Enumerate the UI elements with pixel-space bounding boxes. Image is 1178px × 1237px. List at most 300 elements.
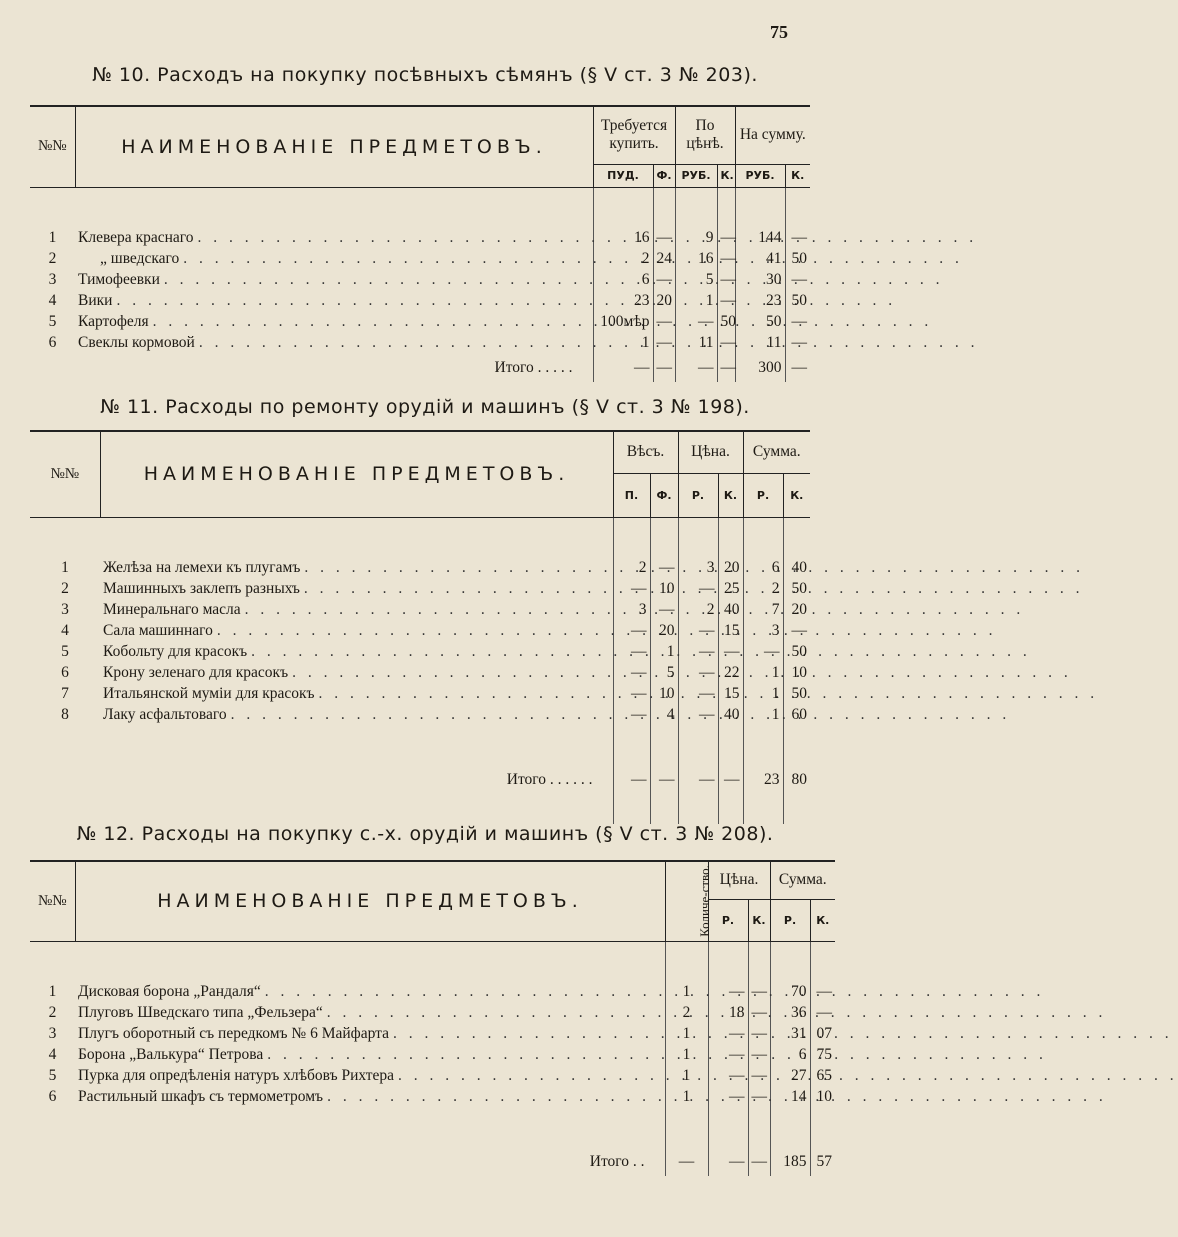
table-cell — [718, 794, 743, 824]
table-cell: 75 — [816, 1046, 833, 1063]
table-cell: 5 — [48, 1067, 57, 1084]
table-cell: 23 — [735, 291, 785, 312]
table-cell: 11 — [675, 333, 717, 354]
header-f: Ф. — [650, 473, 678, 517]
table-cell: 22 — [718, 663, 743, 684]
table-cell — [75, 291, 593, 312]
table-cell: — — [791, 271, 808, 288]
item-name: Лаку асфальтоваго — [103, 706, 227, 723]
table-cell: Итого . . — [75, 1148, 665, 1176]
table-cell — [785, 187, 810, 228]
table-cell: — — [718, 766, 743, 794]
table-cell: — — [650, 600, 678, 621]
table-cell: 300 — [735, 354, 785, 382]
table-cell: 1 — [665, 1087, 708, 1108]
item-name: Клевера краснаго — [78, 229, 194, 246]
header-required: Требуется купить. — [593, 106, 675, 164]
table-cell — [75, 1003, 665, 1024]
table-cell: 27 — [770, 1066, 810, 1087]
table-cell — [100, 726, 613, 766]
table-cell: 9 — [675, 228, 717, 249]
table-cell: 70 — [770, 982, 810, 1003]
table-cell — [100, 621, 613, 642]
table-cell — [613, 794, 650, 824]
table-cell: 50 — [791, 292, 808, 309]
table-cell: — — [678, 579, 718, 600]
table-cell: — — [653, 333, 675, 354]
item-name: Вики — [78, 292, 113, 309]
header-price: Цѣна. — [678, 431, 743, 473]
table-row — [30, 684, 810, 705]
item-name: Желѣза на лемехи къ плугамъ — [103, 559, 301, 576]
header-k-sum: К. — [783, 473, 810, 517]
table-cell — [718, 726, 743, 766]
table-cell — [75, 1087, 665, 1108]
table-cell: 31 — [770, 1024, 810, 1045]
table-cell: 6 — [593, 270, 653, 291]
table-cell: — — [593, 354, 653, 382]
item-name: Тимофеевки — [78, 271, 160, 288]
table-cell: — — [650, 558, 678, 579]
table-cell: 80 — [791, 770, 808, 788]
table-cell — [678, 794, 718, 824]
table-cell: 6 — [48, 1088, 57, 1105]
table-cell — [613, 726, 650, 766]
table-cell: — — [748, 1066, 770, 1087]
table-cell: 100мѣр — [593, 312, 653, 333]
table-cell — [748, 1108, 770, 1148]
table-cell: 1 — [743, 705, 783, 726]
header-sum: Сумма. — [770, 861, 835, 899]
table-cell — [735, 187, 785, 228]
table-cell — [678, 517, 718, 558]
table-cell: 10 — [650, 579, 678, 600]
table-cell: — — [816, 1004, 833, 1021]
table-cell — [770, 941, 810, 982]
table-cell: 2 — [678, 600, 718, 621]
table-cell: — — [717, 333, 735, 354]
table-row — [30, 1024, 835, 1045]
table-cell: — — [678, 684, 718, 705]
table-cell — [708, 941, 748, 982]
table-cell: 2 — [61, 580, 69, 597]
table-cell: — — [791, 358, 808, 376]
item-name: Итальянской мумiи для красокъ — [103, 685, 315, 702]
table-cell: 1 — [665, 1045, 708, 1066]
table-cell: 3 — [678, 558, 718, 579]
table-cell: — — [613, 621, 650, 642]
table-cell: 24 — [653, 249, 675, 270]
header-p: П. — [613, 473, 650, 517]
table-cell — [75, 1108, 665, 1148]
table-cell: — — [708, 1148, 748, 1176]
table-cell: 10 — [791, 664, 808, 681]
table-cell: 8 — [61, 706, 69, 723]
table-cell: — — [748, 1003, 770, 1024]
table-cell: 57 — [816, 1152, 833, 1170]
table-cell: 50 — [791, 685, 808, 702]
table-cell: — — [717, 270, 735, 291]
table-cell — [810, 1108, 835, 1148]
table-cell: 1 — [665, 982, 708, 1003]
table-cell — [75, 1045, 665, 1066]
item-name: Плугъ оборотный съ передкомъ № 6 Майфарта — [78, 1025, 389, 1042]
table-cell: 5 — [48, 313, 57, 330]
header-sum: Сумма. — [743, 431, 810, 473]
table-cell: 65 — [816, 1067, 833, 1084]
table-cell: — — [748, 982, 770, 1003]
table-cell: — — [791, 622, 808, 639]
table-cell: 1 — [665, 1024, 708, 1045]
table-row — [30, 249, 810, 270]
header-price: По цѣнѣ. — [675, 106, 735, 164]
table-cell: 20 — [653, 291, 675, 312]
table-cell: — — [613, 705, 650, 726]
table-cell: 6 — [61, 664, 69, 681]
table-cell: — — [717, 228, 735, 249]
header-f: Ф. — [653, 164, 675, 187]
table-cell: 6 — [770, 1045, 810, 1066]
table-cell: 20 — [650, 621, 678, 642]
table-cell — [678, 726, 718, 766]
table-cell: — — [708, 1066, 748, 1087]
table-cell: — — [613, 579, 650, 600]
table-cell: 18 — [708, 1003, 748, 1024]
table-row — [30, 1003, 835, 1024]
header-sum: На сумму. — [735, 106, 810, 164]
table-cell: — — [816, 983, 833, 1000]
table-cell: — — [678, 621, 718, 642]
table-row — [30, 312, 810, 333]
table-cell: 1 — [650, 642, 678, 663]
table-cell — [30, 354, 75, 382]
table11-title: № 11. Расходы по ремонту орудій и машинъ (§ V ст. 3 № 198). — [100, 396, 750, 418]
table-cell — [665, 941, 708, 982]
table-cell: — — [675, 312, 717, 333]
table-cell: — — [743, 642, 783, 663]
table-row — [30, 333, 810, 354]
table-cell: 7 — [743, 600, 783, 621]
table11 — [30, 430, 810, 824]
table-cell: 4 — [48, 1046, 57, 1063]
table-cell: 5 — [675, 270, 717, 291]
table-cell — [75, 270, 593, 291]
header-weight: Вѣсъ. — [613, 431, 678, 473]
table-cell: 1 — [593, 333, 653, 354]
table-cell: 16 — [675, 249, 717, 270]
table-cell: — — [708, 1045, 748, 1066]
table-cell: — — [653, 228, 675, 249]
table-cell: — — [678, 766, 718, 794]
table-cell: — — [748, 1024, 770, 1045]
item-name: „ шведскаго — [100, 250, 180, 267]
table-cell: 1 — [743, 663, 783, 684]
header-r-sum: Р. — [770, 899, 810, 941]
table-cell: 10 — [650, 684, 678, 705]
table-cell: 3 — [61, 601, 69, 618]
table-cell — [30, 941, 75, 982]
table-cell: — — [748, 1045, 770, 1066]
header-k: К. — [717, 164, 735, 187]
table-cell: Итого . . . . . . — [100, 766, 613, 794]
table-cell: 3 — [48, 271, 57, 288]
table-cell: 2 — [613, 558, 650, 579]
table-cell: — — [678, 663, 718, 684]
header-rub: РУБ. — [675, 164, 717, 187]
table-cell: 1 — [675, 291, 717, 312]
table-cell: — — [613, 684, 650, 705]
table-cell: — — [791, 334, 808, 351]
table-cell — [613, 517, 650, 558]
table-cell: 40 — [718, 600, 743, 621]
table-cell: — — [665, 1148, 708, 1176]
table-cell: 25 — [718, 579, 743, 600]
table-cell: — — [791, 313, 808, 330]
table-cell: 10 — [816, 1088, 833, 1105]
table-cell: — — [717, 291, 735, 312]
table-cell — [718, 517, 743, 558]
table-cell — [75, 249, 593, 270]
table-cell: 3 — [743, 621, 783, 642]
header-nn: №№ — [30, 106, 75, 187]
table-cell — [650, 794, 678, 824]
table-cell: 36 — [770, 1003, 810, 1024]
table-cell: 4 — [650, 705, 678, 726]
table-cell: 2 — [593, 249, 653, 270]
table-cell — [30, 187, 75, 228]
table-cell: 1 — [48, 229, 57, 246]
table-cell — [75, 1024, 665, 1045]
header-rub-sum: РУБ. — [735, 164, 785, 187]
table-cell: 2 — [48, 250, 57, 267]
table-cell: — — [653, 270, 675, 291]
table-row — [30, 642, 810, 663]
table-cell: 23 — [593, 291, 653, 312]
table-cell: 50 — [791, 643, 808, 660]
table-cell: 1 — [48, 983, 57, 1000]
header-nn: №№ — [30, 431, 100, 517]
table-cell — [75, 333, 593, 354]
table-cell — [75, 228, 593, 249]
table-cell: — — [650, 766, 678, 794]
table-cell: — — [717, 249, 735, 270]
table-cell: 16 — [593, 228, 653, 249]
table-cell: — — [678, 705, 718, 726]
table-row — [30, 579, 810, 600]
table-cell: 2 — [48, 1004, 57, 1021]
table-cell — [810, 941, 835, 982]
table-cell — [783, 794, 810, 824]
table-cell: 15 — [718, 621, 743, 642]
item-name: Пурка для опредѣленія натуръ хлѣбовъ Рихтера — [78, 1067, 395, 1084]
item-name: Машинныхъ заклепъ разныхъ — [103, 580, 300, 597]
table-cell: 2 — [743, 579, 783, 600]
table-cell: 07 — [816, 1025, 833, 1042]
table-row — [30, 705, 810, 726]
table-cell: 30 — [735, 270, 785, 291]
table-cell: 4 — [48, 292, 57, 309]
table-cell — [593, 187, 653, 228]
table-cell: 15 — [718, 684, 743, 705]
table-cell — [30, 726, 100, 766]
table10-title: № 10. Расходъ на покупку посѣвныхъ сѣмянъ (§ V ст. 3 № 203). — [92, 64, 758, 86]
table-cell: — — [613, 766, 650, 794]
header-name: НАИМЕНОВАНІЕ ПРЕДМЕТОВЪ. — [75, 106, 593, 187]
table-cell — [708, 1108, 748, 1148]
total-row — [30, 354, 810, 382]
table-cell: 4 — [61, 622, 69, 639]
table-cell — [675, 187, 717, 228]
table-cell: — — [653, 354, 675, 382]
table-cell — [100, 558, 613, 579]
table-cell: — — [717, 354, 735, 382]
table-cell: — — [708, 982, 748, 1003]
table-cell: — — [653, 312, 675, 333]
table-cell — [100, 684, 613, 705]
table-cell — [100, 517, 613, 558]
item-name: Борона „Валькура“ Петрова — [78, 1046, 264, 1063]
header-name: НАИМЕНОВАНІЕ ПРЕДМЕТОВЪ. — [75, 861, 665, 941]
table-cell: 50 — [717, 312, 735, 333]
table-cell: 2 — [665, 1003, 708, 1024]
table-row — [30, 600, 810, 621]
table-cell: 20 — [718, 558, 743, 579]
table-row — [30, 621, 810, 642]
table-cell: 50 — [791, 250, 808, 267]
table-row — [30, 1087, 835, 1108]
item-name: Сала машиннаго — [103, 622, 213, 639]
table-cell: — — [708, 1087, 748, 1108]
table-cell — [748, 941, 770, 982]
header-name: НАИМЕНОВАНІЕ ПРЕДМЕТОВЪ. — [100, 431, 613, 517]
table-row — [30, 558, 810, 579]
table-cell: — — [675, 354, 717, 382]
table-cell: — — [613, 663, 650, 684]
table-cell: 14 — [770, 1087, 810, 1108]
table-cell — [75, 941, 665, 982]
table-cell: 11 — [735, 333, 785, 354]
table-cell: 185 — [770, 1148, 810, 1176]
total-row — [30, 766, 810, 794]
table-cell — [743, 794, 783, 824]
table-cell — [100, 794, 613, 824]
table-cell: 1 — [61, 559, 69, 576]
header-quantity: Количе-ство. — [665, 861, 708, 941]
header-k: К. — [748, 899, 770, 941]
table-cell: 23 — [743, 766, 783, 794]
table-cell: 6 — [48, 334, 57, 351]
table-row — [30, 270, 810, 291]
table-cell — [30, 766, 100, 794]
table-cell — [75, 1066, 665, 1087]
item-name: Крону зеленаго для красокъ — [103, 664, 289, 681]
table-cell: 3 — [48, 1025, 57, 1042]
table-cell: — — [748, 1087, 770, 1108]
table-cell: 1 — [665, 1066, 708, 1087]
table-cell — [100, 705, 613, 726]
table-cell: 6 — [743, 558, 783, 579]
total-label: Итого — [494, 358, 534, 376]
table-cell — [650, 517, 678, 558]
header-r: Р. — [708, 899, 748, 941]
table-cell: 5 — [650, 663, 678, 684]
table-cell — [717, 187, 735, 228]
table-row — [30, 663, 810, 684]
table-cell — [743, 517, 783, 558]
item-name: Плуговъ Шведскаго типа „Фельзера“ — [78, 1004, 323, 1021]
table-cell: Итого . . . . . — [75, 354, 593, 382]
table-cell — [75, 982, 665, 1003]
table-cell: 20 — [791, 601, 808, 618]
table-row — [30, 291, 810, 312]
table-cell: 3 — [613, 600, 650, 621]
table10 — [30, 105, 810, 382]
item-name: Минеральнаго масла — [103, 601, 241, 618]
table-cell — [783, 517, 810, 558]
table-cell: 144 — [735, 228, 785, 249]
table-row — [30, 1066, 835, 1087]
table-cell — [30, 1148, 75, 1176]
item-name: Картофеля — [78, 313, 149, 330]
table-cell — [30, 1108, 75, 1148]
total-row — [30, 1148, 835, 1176]
table-cell — [783, 726, 810, 766]
table-cell — [770, 1108, 810, 1148]
table-cell — [100, 600, 613, 621]
total-label: Итого — [589, 1152, 629, 1170]
header-price: Цѣна. — [708, 861, 770, 899]
table-cell — [100, 642, 613, 663]
total-label: Итого — [506, 770, 546, 788]
table-cell — [100, 579, 613, 600]
table-cell: — — [613, 642, 650, 663]
header-nn: №№ — [30, 861, 75, 941]
table-cell — [743, 726, 783, 766]
table-cell: — — [708, 1024, 748, 1045]
header-r: Р. — [678, 473, 718, 517]
item-name: Свеклы кормовой — [78, 334, 195, 351]
table-cell — [75, 187, 593, 228]
table-cell: 50 — [735, 312, 785, 333]
table-cell — [650, 726, 678, 766]
table-cell: — — [678, 642, 718, 663]
table-cell: 41 — [735, 249, 785, 270]
item-name: Кобольту для красокъ — [103, 643, 248, 660]
header-pud: ПУД. — [593, 164, 653, 187]
table-cell: 40 — [791, 559, 808, 576]
table-cell: 1 — [743, 684, 783, 705]
table-cell: 50 — [791, 580, 808, 597]
table-cell — [100, 663, 613, 684]
table-cell — [30, 794, 100, 824]
table-cell — [665, 1108, 708, 1148]
item-name: Растильный шкафъ съ термометромъ — [78, 1088, 324, 1105]
table-cell: 5 — [61, 643, 69, 660]
header-k-sum: К. — [785, 164, 810, 187]
table-cell — [653, 187, 675, 228]
header-k: К. — [718, 473, 743, 517]
table-cell — [30, 517, 100, 558]
table-cell: 60 — [791, 706, 808, 723]
table12-title: № 12. Расходы на покупку с.-х. орудій и машинъ (§ V ст. 3 № 208). — [76, 823, 774, 845]
table-cell: 40 — [718, 705, 743, 726]
header-k-sum: К. — [810, 899, 835, 941]
table-cell: — — [748, 1148, 770, 1176]
table-row — [30, 228, 810, 249]
table-row — [30, 982, 835, 1003]
page-number: 75 — [770, 22, 788, 42]
table-cell: — — [791, 229, 808, 246]
